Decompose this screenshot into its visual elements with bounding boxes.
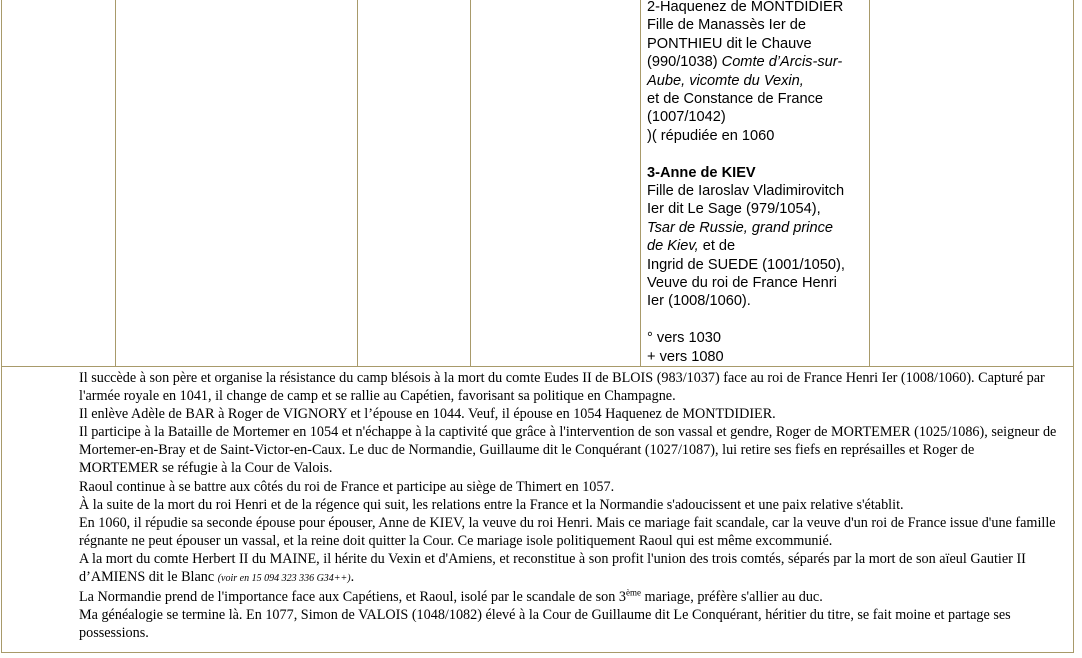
biography-paragraph: Il participe à la Bataille de Mortemer en 1054 et n'échappe à la captivité que grâce à l'intervention de son vassal et gendre, Roger de MORTEMER (1025/1086), seigneur de Mortemer-en-Bray et de Saint-Victor-en-Caux. Le duc de Normandie, Guillaume dit le Conquérant (1027/1087), lui retire ses fiefs en représailles et Roger de MORTEMER se réfugie à la Cour de Valois. <box>79 424 1057 477</box>
spouse3-widow-line: Veuve du roi de France Henri <box>647 275 837 292</box>
spouse2-parent-line <box>647 53 869 71</box>
death-date: + vers 1080 <box>647 348 724 365</box>
spouse3-mother-line: Ingrid de SUEDE (1001/1050), <box>647 256 845 273</box>
spouse2-mother-dates: (1007/1042) <box>647 109 726 126</box>
spouse3-title-line: de Kiev, et de <box>647 238 736 255</box>
cross-reference: (voir en 15 094 323 336 G34++) <box>217 573 351 585</box>
spouse3-widow-line: Ier (1008/1060). <box>647 293 751 310</box>
spouse2-parent-line: Fille de Manassès Ier de <box>647 17 806 34</box>
biography-paragraph: À la suite de la mort du roi Henri et de la régence qui suit, les relations entre la France et la Normandie s'adoucissent et une paix relative s'établit. <box>79 496 904 513</box>
table-column-divider <box>640 0 641 366</box>
biography-paragraph: Raoul continue à se battre aux côtés du roi de France et participe au siège de Thimert en 1057. <box>79 478 615 495</box>
spouse3-parent-line: Fille de Iaroslav Vladimirovitch <box>647 183 845 200</box>
spouse2-parent-line: PONTHIEU dit le Chauve <box>647 35 812 52</box>
spouse2-mother-line: et de Constance de France <box>647 91 824 108</box>
spouse2-title-line: Aube, vicomte du Vexin, <box>647 72 804 89</box>
spouse2-dates: (990/1038) <box>647 54 722 71</box>
table-left-border <box>1 0 2 652</box>
spouse3-parent-line: Ier dit Le Sage (979/1054), <box>647 201 821 218</box>
biography-paragraph: Il enlève Adèle de BAR à Roger de VIGNORY et l’épouse en 1044. Veuf, il épouse en 1054 Haquenez de MONTDIDIER. <box>79 406 776 423</box>
spouse3-title-line: Tsar de Russie, grand prince <box>647 219 834 236</box>
birth-date: ° vers 1030 <box>647 330 721 347</box>
biography-paragraph: Il succède à son père et organise la résistance du camp blésois à la mort du comte Eudes II de BLOIS (983/1037) face au roi de France Henri Ier (1008/1060). Capturé par l'armée royale en 1041, il change de camp et se rallie au Capétien, favorisant sa politique en Champagne. <box>79 370 1045 405</box>
biography-paragraph: La Normandie prend de l'importance face aux Capétiens, et Raoul, isolé par le scandale de son 3ème mariage, préfère s'allier au duc. <box>79 587 823 606</box>
table-right-border <box>1073 0 1074 652</box>
spouse2-repudiation: )( répudiée en 1060 <box>647 127 775 144</box>
table-column-divider <box>357 0 358 366</box>
row-divider <box>1 366 1074 367</box>
spouse-cell <box>647 0 869 366</box>
table-column-divider <box>869 0 870 366</box>
biography-paragraph: Ma généalogie se termine là. En 1077, Simon de VALOIS (1048/1082) élevé à la Cour de Guillaume dit Le Conquérant, héritier du titre, se fait moine et partage ses possessions. <box>79 607 1011 642</box>
spouse2-name: 2-Haquenez de MONTDIDIER <box>647 0 844 15</box>
biography-paragraph: En 1060, il répudie sa seconde épouse pour épouser, Anne de KIEV, la veuve du roi Henri. Mais ce mariage fait scandale, car la veuve d'un roi de France issue d'une famille régnante ne peut épouser un vassal, et la reine doit quitter la Cour. Ce mariage isole politiquement Raoul qui est même excommunié. <box>79 514 1056 549</box>
table-column-divider <box>115 0 116 366</box>
table-bottom-border <box>1 652 1074 653</box>
table-column-divider <box>470 0 471 366</box>
biography-text <box>79 369 1057 642</box>
spouse2-title: Comte d’Arcis-sur- <box>721 54 843 71</box>
spouse3-name: 3-Anne de KIEV <box>647 164 756 181</box>
biography-paragraph: A la mort du comte Herbert II du MAINE, il hérite du Vexin et d'Amiens, et reconstitue à son profit l'union des trois comtés, séparés par la mort de son aïeul Gautier II d’AMIENS dit le Blanc (voir en 15 094 323 336 G34++). <box>79 550 1026 586</box>
